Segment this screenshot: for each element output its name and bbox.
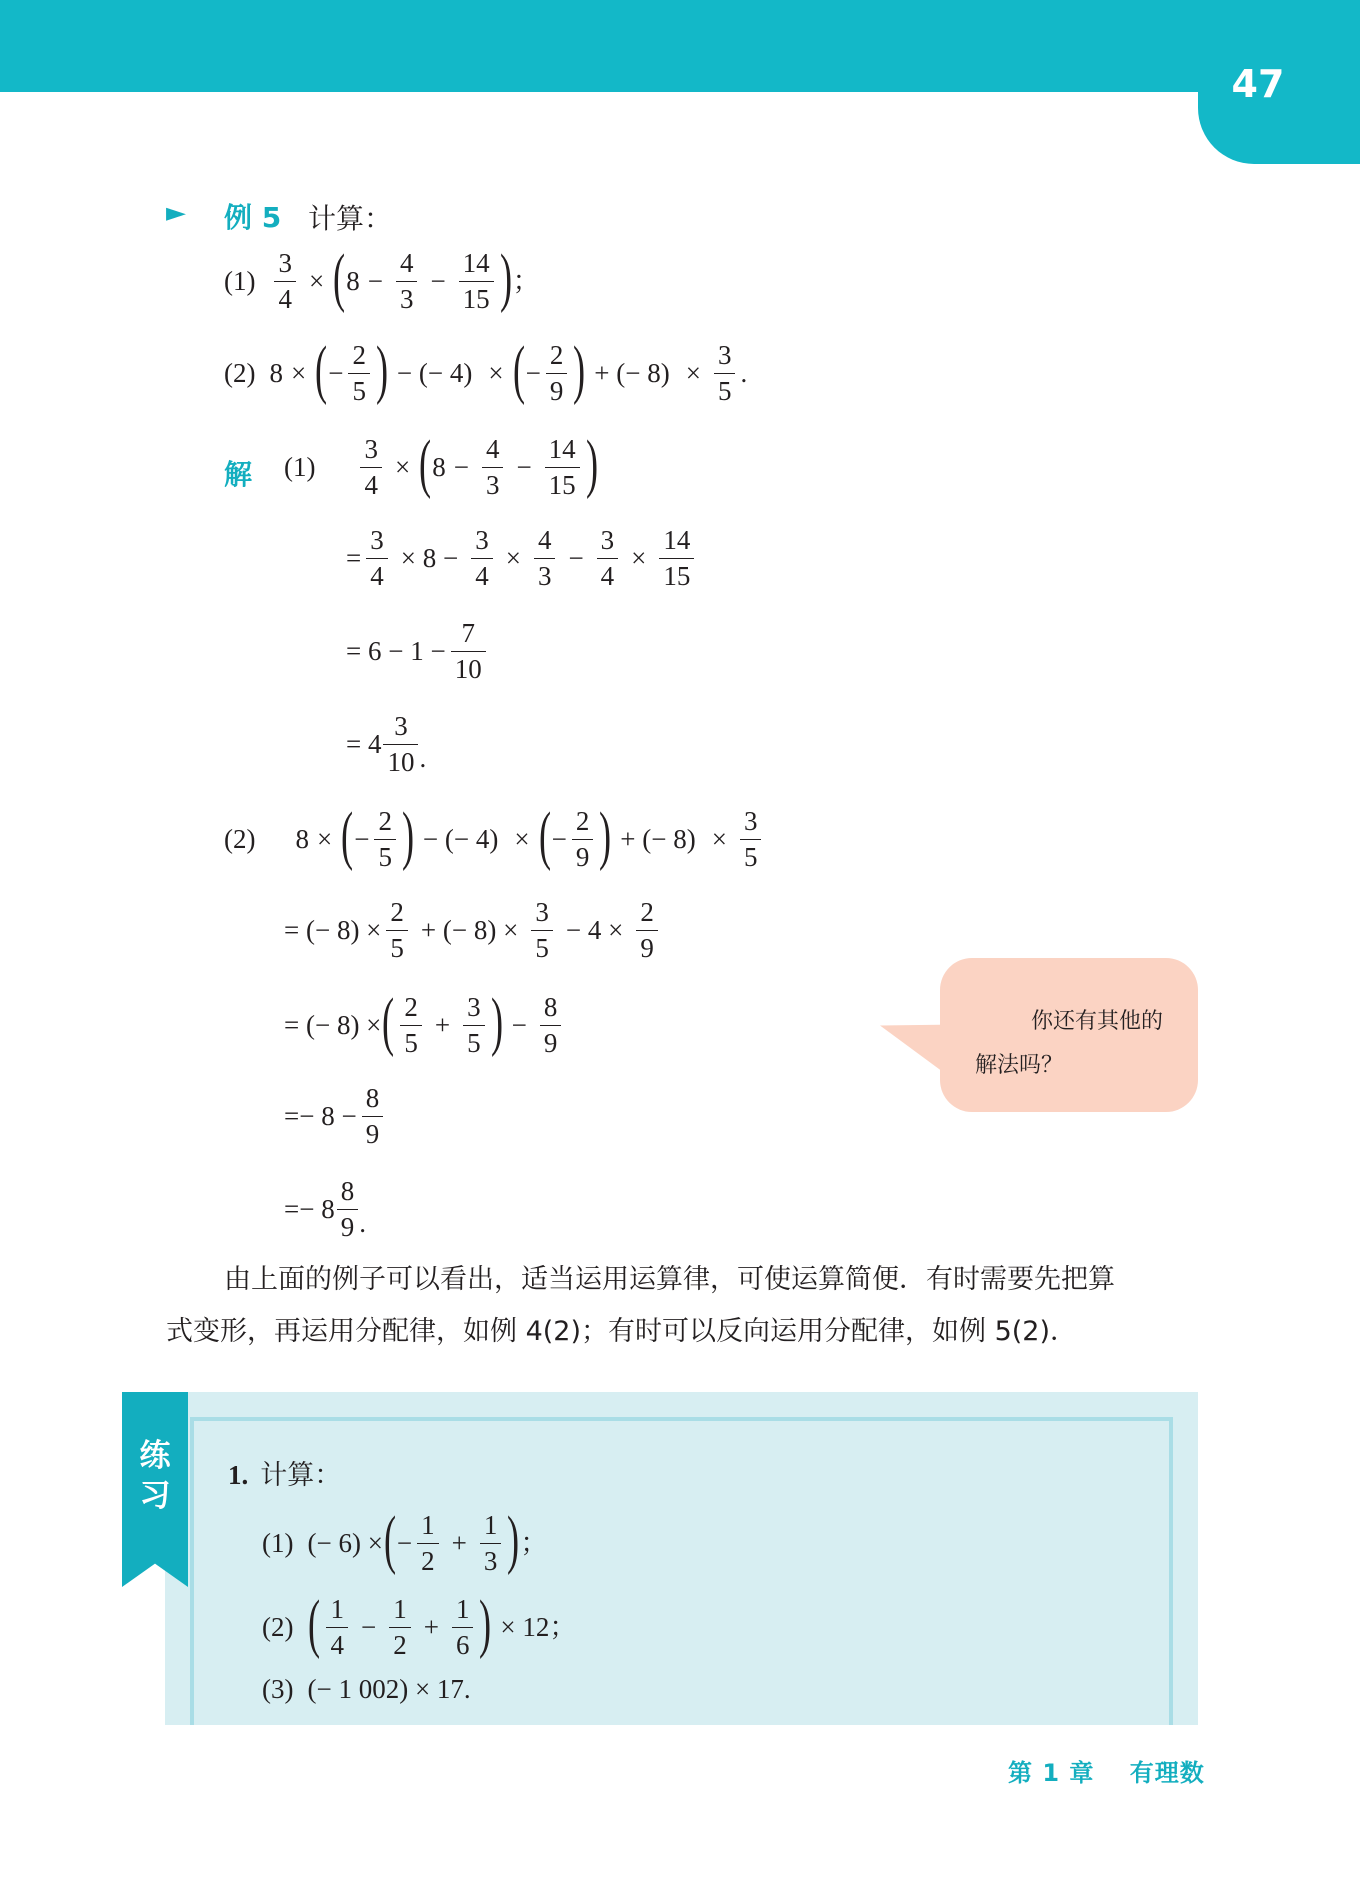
bubble-line-2: 解法吗？ [975,1053,1064,1078]
solution-1-line-2: = $\frac{3}{4}$ × 8 − $\frac{3}{4}$ × $\frac{4}{3}$ − $\frac{3}{4}$ × $\frac{14}{15}$ [346,527,699,590]
solution-2-line-4: =− 8 − $\frac{8}{9}$ [284,1085,388,1148]
exercise-item-2: (2) ( $\frac{1}{4}$ − $\frac{1}{2}$ + $\frac{1}{6}$ ) × 12； [262,1587,577,1660]
example-prompt: 计算： [308,202,393,235]
exercise-item-3: (3) (− 1 002) × 17. [262,1674,471,1704]
solution-label: 解 [224,458,253,491]
solution-1-line-4: = 4 $\frac{3}{10}$ . [346,711,427,777]
solution-1-line-1: (1) $\frac{3}{4}$ × ( 8 − $\frac{4}{3}$ − $\frac{14}{15}$ ) [284,427,598,500]
solution-2-line-3: = (− 8) × ( $\frac{2}{5}$ + $\frac{3}{5}$ ) − $\frac{8}{9}$ [284,992,566,1058]
solution-2-line-2: = (− 8) × $\frac{2}{5}$ + (− 8) × $\frac{3}{5}$ − 4 × $\frac{2}{9}$ [284,899,663,962]
exercise-ribbon-label: 练 习 [139,1438,171,1514]
bubble-line-1: 你还有其他的 [1030,1009,1163,1034]
chapter-title: 有理数 [1129,1759,1205,1787]
exercise-question: 1. 计算： [228,1460,342,1491]
chapter-number: 第 1 章 [1008,1759,1095,1787]
paragraph-line-1: 由上面的例子可以看出，适当运用运算律，可使运算简便．有时需要先把算 [224,1264,1115,1295]
triangle-marker-icon: ► [166,198,186,228]
solution-1-line-3: = 6 − 1 − $\frac{7}{10}$ [346,620,491,683]
problem-2: (2) 8 × ( − $\frac{2}{5}$ ) − (− 4) × ( − $\frac{2}{9}$ ) + (− 8) × $\frac{3}{5}$ . [224,333,748,406]
exercise-item-1: (1) (− 6) × ( − $\frac{1}{2}$ + $\frac{1}{3}$ ) ； [262,1503,548,1576]
paragraph-line-2: 式变形，再运用分配律，如例 4(2)；有时可以反向运用分配律，如例 5(2)． [166,1316,1078,1347]
page-number: 47 [1231,62,1285,106]
solution-2-line-1: (2) 8 × ( − $\frac{2}{5}$ ) − (− 4) × ( − $\frac{2}{9}$ ) + (− 8) × $\frac{3}{5}$ [224,806,766,872]
example-label: 例 5 [224,201,282,234]
solution-2-line-5: =− 8 $\frac{8}{9}$ . [284,1176,366,1242]
chapter-footer [1008,1753,1205,1788]
problem-1: (1) $\frac{3}{4}$ × ( 8 − $\frac{4}{3}$ − $\frac{14}{15}$ ) ； [224,241,540,314]
header-bar [0,0,1360,92]
speech-bubble-text [975,1000,1185,1088]
